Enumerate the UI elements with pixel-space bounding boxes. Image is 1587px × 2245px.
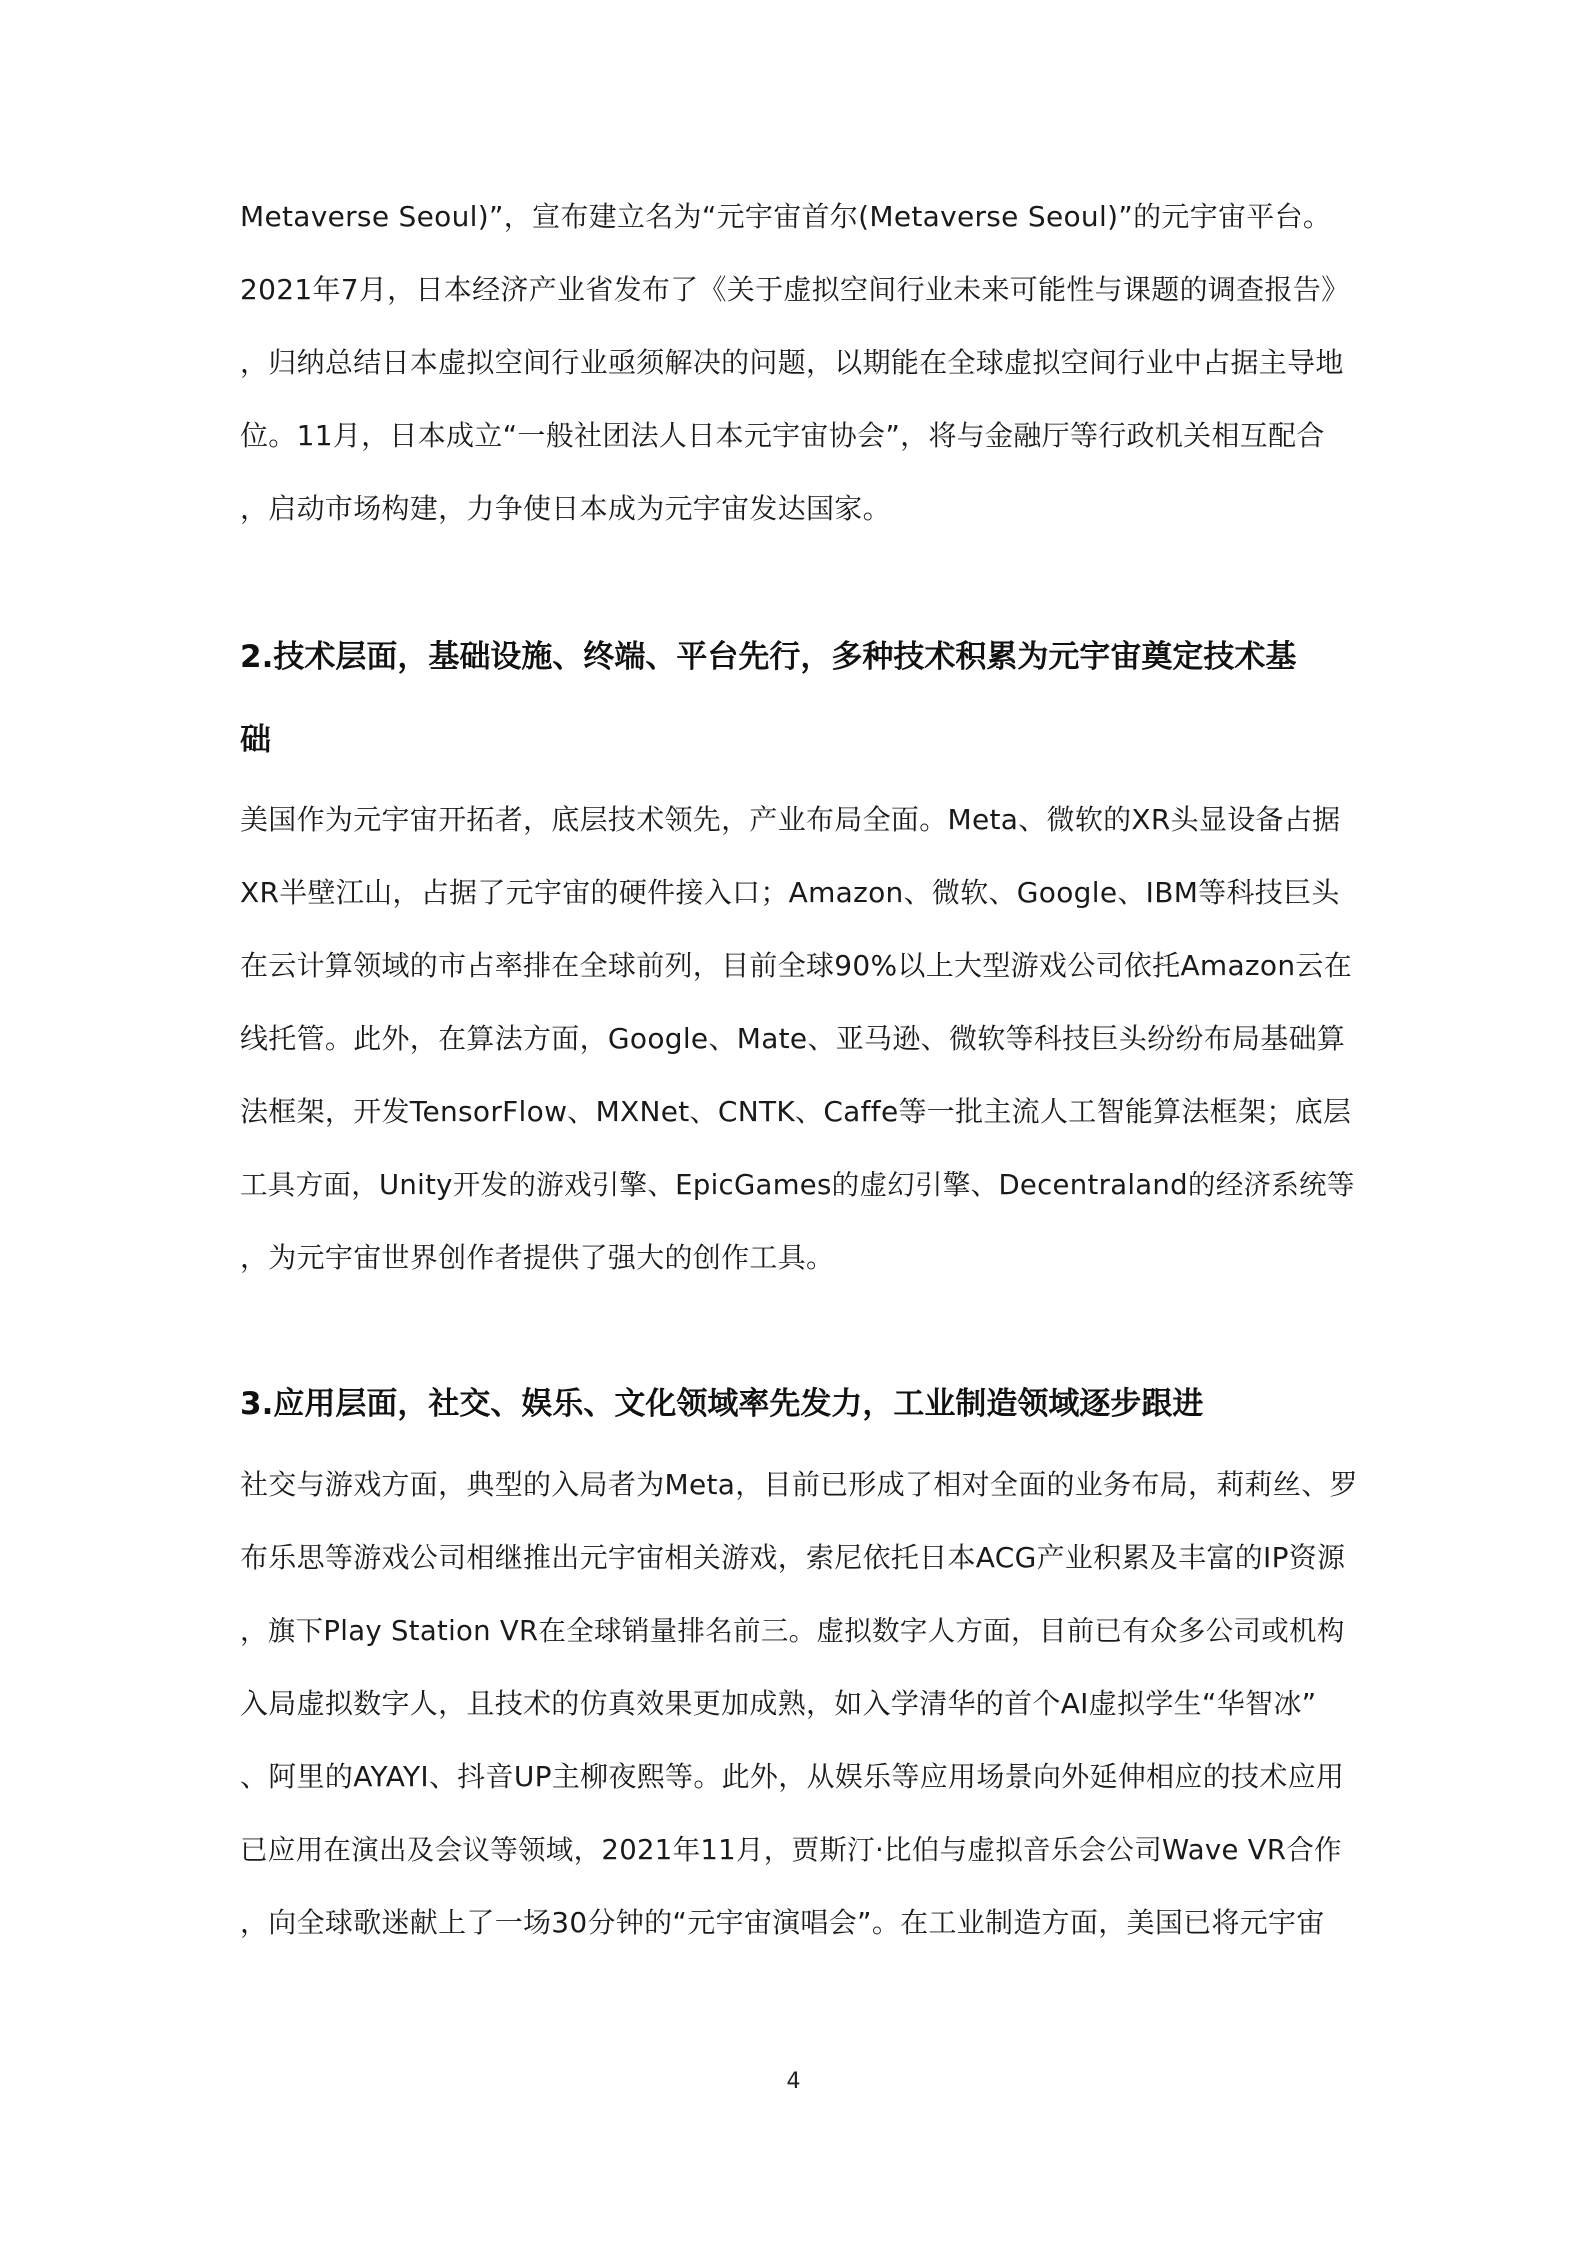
paragraph-line: 已应用在演出及会议等领域，2021年11月，贾斯汀·比伯与虚拟音乐会公司Wave VR合作 xyxy=(240,1834,1342,1866)
section-heading: 2.技术层面，基础设施、终端、平台先行，多种技术积累为元宇宙奠定技术基 xyxy=(240,639,1297,675)
paragraph-line: 在云计算领域的市占率排在全球前列，目前全球90%以上大型游戏公司依托Amazon云在 xyxy=(240,949,1352,982)
paragraph-line: 美国作为元宇宙开拓者，底层技术领先，产业布局全面。Meta、微软的XR头显设备占据 xyxy=(240,803,1341,836)
paragraph-line: 线托管。此外，在算法方面，Google、Mate、亚马逊、微软等科技巨头纷纷布局基础算 xyxy=(240,1022,1346,1055)
paragraph-line: ，向全球歌迷献上了一场30分钟的“元宇宙演唱会”。在工业制造方面，美国已将元宇宙 xyxy=(240,1906,1325,1939)
paragraph-line: 工具方面，Unity开发的游戏引擎、EpicGames的虚幻引擎、Decentraland的经济系统等 xyxy=(240,1169,1355,1201)
paragraph-line: 入局虚拟数字人，且技术的仿真效果更加成熟，如入学清华的首个AI虚拟学生“华智冰” xyxy=(240,1687,1317,1720)
paragraph-line: 2021年7月，日本经济产业省发布了《关于虚拟空间行业未来可能性与课题的调查报告》 xyxy=(240,273,1350,306)
section-heading: 础 xyxy=(240,722,271,758)
paragraph-line: 布乐思等游戏公司相继推出元宇宙相关游戏，索尼依托日本ACG产业积累及丰富的IP资源 xyxy=(240,1541,1346,1574)
paragraph-line: ，旗下Play Station VR在全球销量排名前三。虚拟数字人方面，目前已有众多公司或机构 xyxy=(240,1615,1345,1647)
paragraph-line: ，归纳总结日本虚拟空间行业亟须解决的问题，以期能在全球虚拟空间行业中占据主导地 xyxy=(240,346,1344,379)
paragraph-line: ，为元宇宙世界创作者提供了强大的创作工具。 xyxy=(240,1241,835,1274)
section-heading: 3.应用层面，社交、娱乐、文化领域率先发力，工业制造领域逐步跟进 xyxy=(240,1386,1204,1422)
paragraph-line: 社交与游戏方面，典型的入局者为Meta，目前已形成了相对全面的业务布局，莉莉丝、罗 xyxy=(240,1468,1358,1501)
paragraph-line: ，启动市场构建，力争使日本成为元宇宙发达国家。 xyxy=(240,492,891,525)
paragraph-line: Metaverse Seoul)”，宣布建立名为“元宇宙首尔(Metaverse Seoul)”的元宇宙平台。 xyxy=(240,200,1332,233)
paragraph-line: 法框架，开发TensorFlow、MXNet、CNTK、Caffe等一批主流人工智能算法框架；底层 xyxy=(240,1095,1352,1128)
paragraph-line: 、阿里的AYAYI、抖音UP主柳夜熙等。此外，从娱乐等应用场景向外延伸相应的技术应用 xyxy=(240,1760,1345,1793)
paragraph-line: 位。11月，日本成立“一般社团法人日本元宇宙协会”，将与金融厅等行政机关相互配合 xyxy=(240,419,1325,452)
page-number: 4 xyxy=(786,2069,801,2094)
paragraph-line: XR半壁江山，占据了元宇宙的硬件接入口；Amazon、微软、Google、IBM等科技巨头 xyxy=(240,876,1340,909)
